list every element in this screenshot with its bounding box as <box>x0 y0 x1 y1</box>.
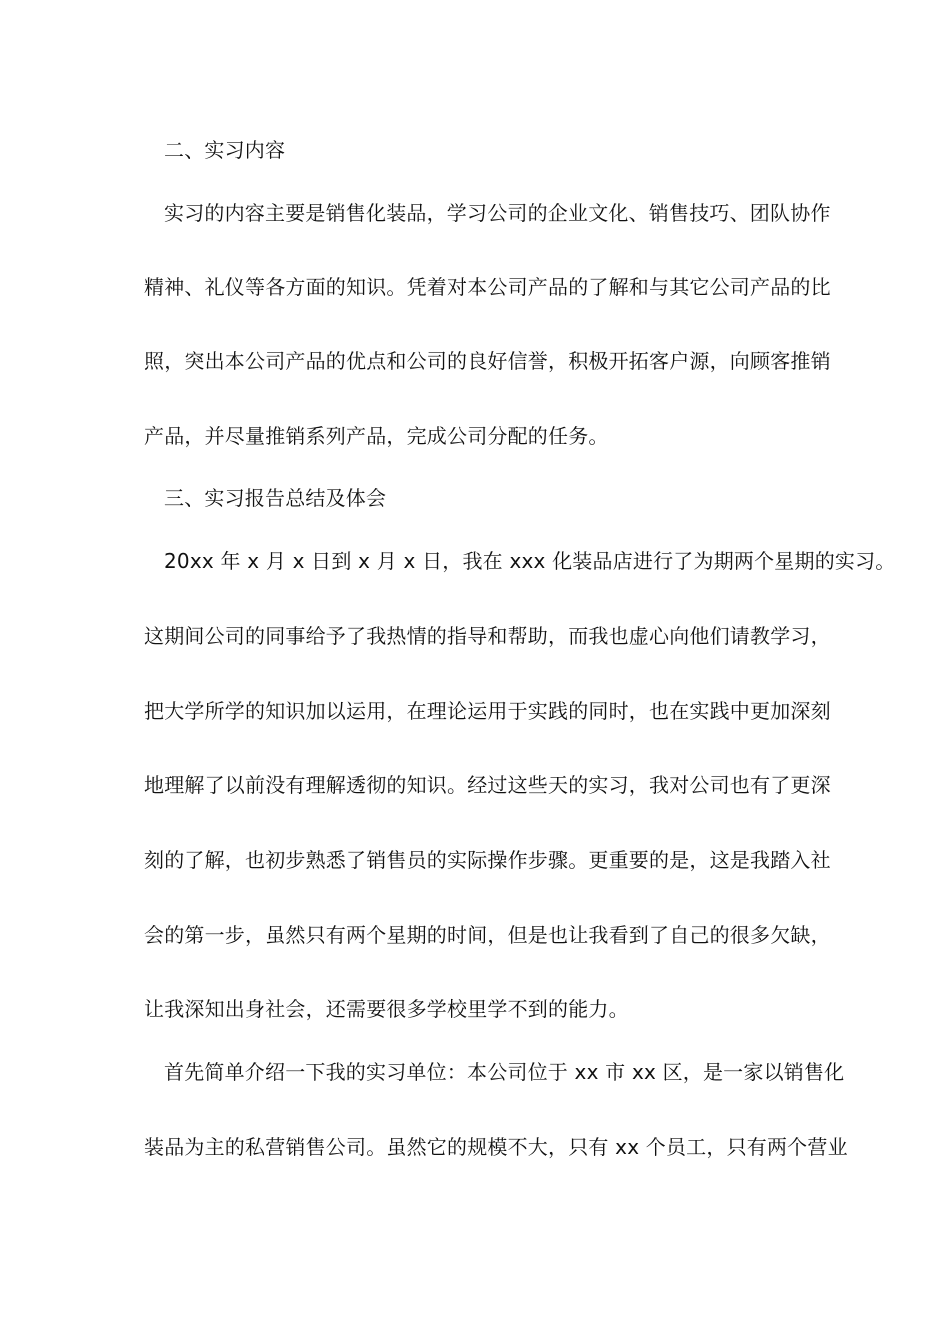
paragraph-line: 把大学所学的知识加以运用，在理论运用于实践的同时，也在实践中更加深刻 <box>144 699 831 723</box>
paragraph-line: 让我深知出身社会，还需要很多学校里学不到的能力。 <box>144 997 629 1021</box>
paragraph-line: 首先简单介绍一下我的实习单位：本公司位于 xx 市 xx 区，是一家以销售化 <box>164 1060 845 1084</box>
paragraph-line: 20xx 年 x 月 x 日到 x 月 x 日，我在 xxx 化装品店进行了为期两个星期的实习。 <box>164 549 896 573</box>
section-heading-summary: 三、实习报告总结及体会 <box>164 486 387 510</box>
paragraph-line: 会的第一步，虽然只有两个星期的时间，但是也让我看到了自己的很多欠缺， <box>144 923 831 947</box>
paragraph-line: 照，突出本公司产品的优点和公司的良好信誉，积极开拓客户源，向顾客推销 <box>144 349 831 373</box>
paragraph-line: 装品为主的私营销售公司。虽然它的规模不大，只有 xx 个员工，只有两个营业 <box>144 1135 848 1159</box>
paragraph-line: 刻的了解，也初步熟悉了销售员的实际操作步骤。更重要的是，这是我踏入社 <box>144 848 831 872</box>
paragraph-line: 这期间公司的同事给予了我热情的指导和帮助，而我也虚心向他们请教学习， <box>144 624 831 648</box>
paragraph-line: 实习的内容主要是销售化装品，学习公司的企业文化、销售技巧、团队协作 <box>164 201 831 225</box>
paragraph-line: 精神、礼仪等各方面的知识。凭着对本公司产品的了解和与其它公司产品的比 <box>144 275 831 299</box>
paragraph-line: 地理解了以前没有理解透彻的知识。经过这些天的实习，我对公司也有了更深 <box>144 773 831 797</box>
section-heading-internship-content: 二、实习内容 <box>164 138 286 162</box>
paragraph-line: 产品，并尽量推销系列产品，完成公司分配的任务。 <box>144 424 609 448</box>
